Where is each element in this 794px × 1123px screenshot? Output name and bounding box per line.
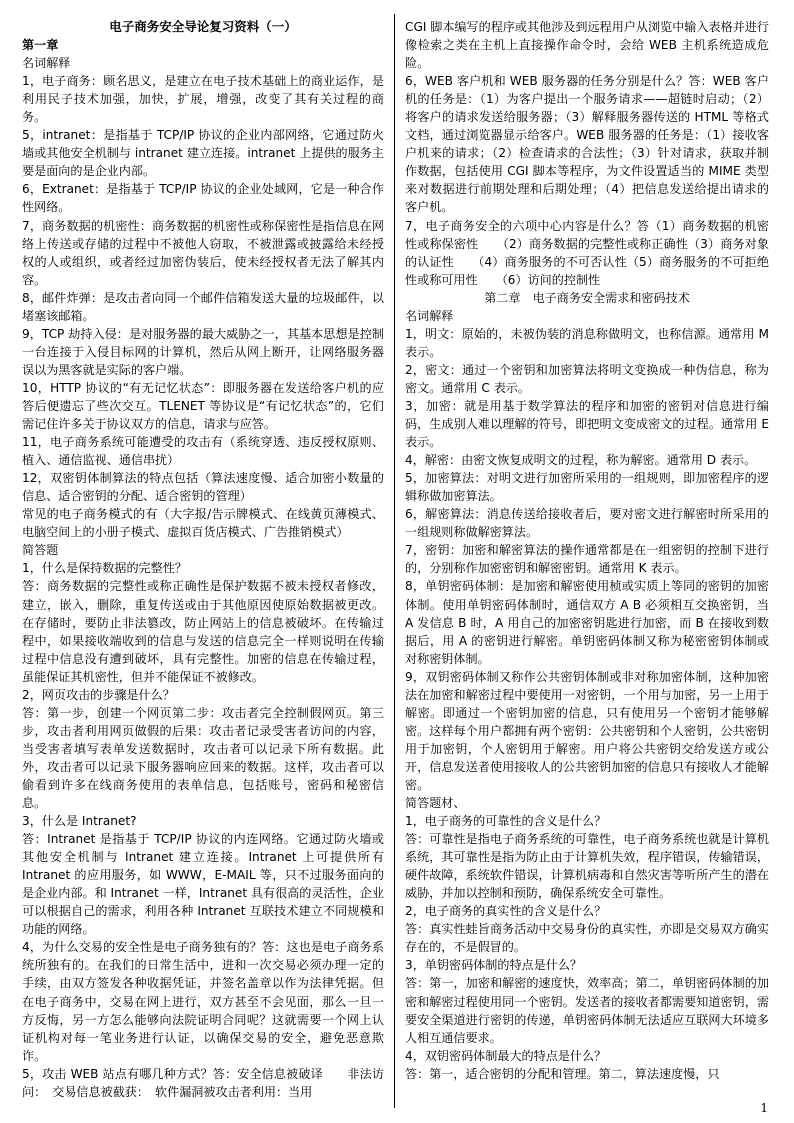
paragraph: 1，电子商务的可靠性的含义是什么？ bbox=[405, 814, 607, 829]
paragraph: 答：第一，适合密钥的分配和管理。第二，算法速度慢，只 bbox=[405, 1066, 720, 1081]
paragraph: 2，网页攻击的步骤是什么？ bbox=[22, 687, 175, 702]
paragraph: 6，Extranet：是指基于 TCP/IP 协议的企业处域网，它是一种合作性网络。 bbox=[22, 182, 384, 215]
paragraph: 名词解释 bbox=[405, 308, 454, 323]
paragraph: 11，电子商务系统可能遭受的攻击有（系统穿透、违反授权原则、植入、通信监视、通信串扰） bbox=[22, 435, 384, 468]
paragraph: 9，TCP 劫持入侵：是对服务器的最大威胁之一，其基本思想是控制一台连接于入侵目标网的计算机，然后从网上断开，让网络服务器误以为黑客就是实际的客户端。 bbox=[22, 326, 384, 377]
paragraph: 5，加密算法：对明文进行加密所采用的一组规则，即加密程序的逻辑称做加密算法。 bbox=[405, 471, 769, 504]
paragraph: 4，解密：由密文恢复成明文的过程，称为解密。通常用 D 表示。 bbox=[405, 453, 757, 468]
paragraph: 答：商务数据的完整性或称正确性是保护数据不被未授权者修改，建立，嵌入，删除，重复传送或由于其他原因使原始数据被更改。在存储时，要防止非法篡改，防止网站上的信息被破坏。在传输过程中，如果接收端收到的信息与发送的信息完全一样则说明在传输过程中信息没有遭到破坏，具有完整性。加密的信息在传输过程，虽能保证其机密性，但并不能保证不被修改。 bbox=[22, 579, 384, 684]
paragraph: 4，双钥密码体制最大的特点是什么？ bbox=[405, 1048, 607, 1063]
paragraph: 2，电子商务的真实性的含义是什么？ bbox=[405, 904, 607, 919]
chapter2-heading: 第二章 电子商务安全需求和密码技术 bbox=[484, 290, 690, 305]
paragraph: 9，双钥密码体制又称作公共密钥体制或非对称加密体制，这种加密法在加密和解密过程中要使用一对密钥，一个用与加密，另一上用于解密。即通过一个密钥加密的信息，只有使用另一个密钥才能够解密。这样每个用户都拥有两个密钥：公共密钥和个人密钥，公共密钥用于加密钥，个人密钥用于解密。用户将公共密钥交给发送方或公开，信息发送者使用接收人的公共密钥加密的信息只有接收人才能解密。 bbox=[405, 669, 769, 792]
paragraph: CGI 脚本编写的程序或其他涉及到远程用户从浏览中输入表格并进行像检索之类在主机上直接操作命令时，会给 WEB 主机系统造成危险。 bbox=[405, 20, 769, 71]
paragraph: 5，攻击 WEB 站点有哪几种方式？答：安全信息被破译 非法访问： 交易信息被截获： 软件漏洞被攻击者利用：当用 bbox=[22, 1066, 384, 1099]
paragraph: 5，intranet：是指基于 TCP/IP 协议的企业内部网络，它通过防火墙或其他安全机制与 intranet 建立连接。intranet 上提供的服务主要是面向的是企业内部。 bbox=[22, 128, 384, 179]
paragraph: 1，电子商务：顾名思义，是建立在电子技术基础上的商业运作，是利用民子技术加强，加快，扩展，增强，改变了其有关过程的商务。 bbox=[22, 74, 384, 125]
paragraph: 名词解释 bbox=[22, 56, 71, 71]
right-paragraphs-bottom bbox=[405, 307, 769, 1083]
paragraph: 7，商务数据的机密性：商务数据的机密性或称保密性是指信息在网络上传送或存储的过程中不被他人窃取，不被泄露或披露给未经授权的人或组织，或者经过加密伪装后，使未经授权者无法了解其内容。 bbox=[22, 218, 384, 287]
right-paragraphs-top bbox=[405, 18, 769, 289]
paragraph: 答：第一步，创建一个网页第二步：攻击者完全控制假网页。第三步，攻击者利用网页做假的后果：攻击者记录受害者访问的内容，当受害者填写表单发送数据时，攻击者可以记录下所有数据。此外，攻击者可以记录下服务器响应回来的数据。这样，攻击者可以偷看到许多在线商务使用的表单信息，包括账号，密码和秘密信息。 bbox=[22, 705, 384, 811]
paragraph: 4，为什么交易的安全性是电子商务独有的？答：这也是电子商务系统所独有的。在我们的日常生活中，进和一次交易必须办理一定的手续，由双方签发各种收据凭证，并签名盖章以作为法律凭据。但在电子商务中，交易在网上进行，双方甚至不会见面，那么一旦一方反悔，另一方怎么能够向法院证明合同呢？这就需要一个网上认证机构对每一笔业务进行认证，以确保交易的安全，避免恶意欺诈。 bbox=[22, 940, 384, 1063]
column-divider bbox=[394, 14, 395, 1108]
paragraph: 1，明文：原始的，未被伪装的消息称做明文，也称信源。通常用 M 表示。 bbox=[405, 326, 769, 359]
paragraph: 答：Intranet 是指基于 TCP/IP 协议的内连网络。它通过防火墙或其他安全机制与 Intranet 建立连接。Intranet 上可提供所有 Intranet 的应用服务，如 WWW，E-MAIL 等，只不过服务面向的是企业内部。和 Intranet 一样，Intranet 具有很高的灵活性，企业可以根据自己的需求，利用各种 Intranet 互联技术建立不同规模和功能的网络。 bbox=[22, 832, 384, 937]
paragraph: 1，什么是保持数据的完整性？ bbox=[22, 561, 187, 576]
paragraph: 常见的电子商务模式的有（大字报/告示牌模式、在线黄页薄模式、电脑空间上的小册子模式、虚拟百货店模式、广告推销模式） bbox=[22, 507, 384, 540]
paragraph: 8，邮件炸弹：是攻击者向同一个邮件信箱发送大量的垃圾邮件，以堵塞该邮箱。 bbox=[22, 290, 384, 323]
chapter-heading: 第一章 bbox=[22, 38, 59, 53]
paragraph: 3，什么是 Intranet? bbox=[22, 814, 137, 829]
paragraph: 7，密钥：加密和解密算法的操作通常都是在一组密钥的控制下进行的，分别称作加密密钥和解密密钥。通常用 K 表示。 bbox=[405, 543, 769, 576]
paragraph: 3，加密：就是用基于数学算法的程序和加密的密钥对信息进行编码，生成别人难以理解的符号，即把明文变成密文的过程。通常用 E 表示。 bbox=[405, 398, 769, 450]
paragraph: 3，单钥密码体制的特点是什么？ bbox=[405, 958, 583, 973]
right-column bbox=[405, 18, 769, 1083]
page-title: 电子商务安全导论复习资料（一） bbox=[109, 19, 297, 34]
paragraph: 6，WEB 客户机和 WEB 服务器的任务分别是什么？答：WEB 客户机的任务是：（1）为客户提出一个服务请求——超链时启动；（2）将客户的请求发送给服务器；（3）解释服务器传送的 HTML 等格式文档，通过浏览器显示给客户。WEB 服务器的任务是：（1）接收客户机来的请求；（2）检查请求的合法性；（3）针对请求，获取并制作数据，包括使用 CGI 脚本等程序，为文件设置适当的 MIME 类型来对数据进行前期处理和后期处理；（4）把信息发送给提出请求的客户机。 bbox=[405, 74, 769, 215]
paragraph: 2，密文：通过一个密钥和加密算法将明文变换成一种伪信息，称为密文。通常用 C 表示。 bbox=[405, 362, 769, 395]
paragraph: 6，解密算法：消息传送给接收者后，要对密文进行解密时所采用的一组规则称做解密算法。 bbox=[405, 507, 769, 540]
paragraph: 12，双密钥体制算法的特点包括（算法速度慢、适合加密小数量的信息、适合密钥的分配、适合密钥的管理） bbox=[22, 471, 384, 504]
paragraph: 7，电子商务安全的六项中心内容是什么？答（1）商务数据的机密性或称保密性 （2）商务数据的完整性或称正确性（3）商务对象的认证性 （4）商务服务的不可否认性（5）商务服务的不可拒绝性或称可用性 （6）访问的控制性 bbox=[405, 218, 769, 287]
page-number: 1 bbox=[760, 1101, 768, 1115]
paragraph: 8，单钥密码体制：是加密和解密使用桢或实质上等同的密钥的加密体制。使用单钥密码体制时，通信双方 A B 必须相互交换密钥，当 A 发信息 B 时，A 用自己的加密密钥匙进行加密，而 B 在接收到数据后，用 A 的密钥进行解密。单钥密码体制又称为秘密密钥体制或对称密钥体制。 bbox=[405, 579, 769, 666]
paragraph: 答：第一，加密和解密的速度快，效率高；第二，单钥密码体制的加密和解密过程使用同一个密钥。发送者的接收者都需要知道密钥，需要安全渠道进行密钥的传递，单钥密码体制无法适应互联网大环境多人相互通信要求。 bbox=[405, 976, 769, 1045]
paragraph: 简答题材、 bbox=[405, 796, 466, 811]
paragraph: 10，HTTP 协议的“有无记忆状态”：即服务器在发送给客户机的应答后便遗忘了些次交互。TLENET 等协议是“有记忆状态”的，它们需记住许多关于协议双方的信息，请求与应答。 bbox=[22, 380, 384, 432]
paragraph: 简答题 bbox=[22, 543, 59, 558]
left-column bbox=[22, 18, 384, 1101]
paragraph: 答：可靠性是指电子商务系统的可靠性，电子商务系统也就是计算机系统，其可靠性是指为防止由于计算机失效，程序错误，传输错误，硬件故障，系统软件错误，计算机病毒和自然灾害等听所产生的潜在威胁，并加以控制和预防，确保系统安全可靠性。 bbox=[405, 832, 769, 901]
paragraph: 答：真实性蛙旨商务活动中交易身份的真实性，亦即是交易双方确实存在的，不是假冒的。 bbox=[405, 922, 769, 955]
left-paragraphs bbox=[22, 54, 384, 1101]
